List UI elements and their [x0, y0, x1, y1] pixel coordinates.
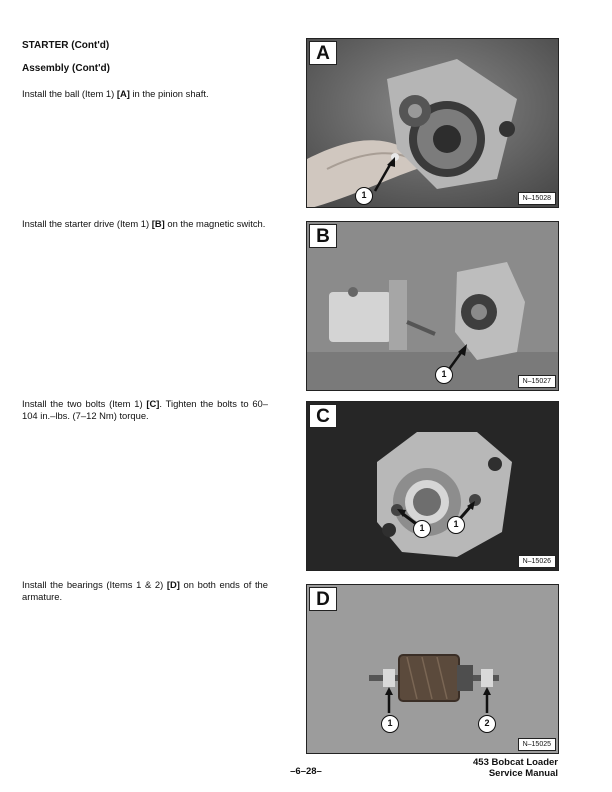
section-title: STARTER (Cont'd): [22, 40, 110, 51]
figure-a-photo: [306, 38, 559, 208]
figure-a-label: A: [309, 41, 337, 65]
step-d-text: Install the bearings (Items 1 & 2) [D] on both ends of the armature.: [22, 579, 268, 602]
figure-d-label: D: [309, 587, 337, 611]
figure-a-callout-1: 1: [355, 187, 373, 205]
figure-c-callout-2: 1: [447, 516, 465, 534]
figure-ref-c: [C]: [146, 398, 160, 409]
starter-housing-ball-image: [307, 39, 559, 208]
figure-d-number: N–15025: [518, 738, 556, 751]
figure-b-photo: [306, 221, 559, 391]
figure-c-label: C: [309, 404, 337, 428]
figure-d-photo: [306, 584, 559, 754]
starter-drive-magnetic-switch-image: [307, 222, 559, 391]
armature-bearings-image: [307, 585, 559, 754]
step-b-text: Install the starter drive (Item 1) [B] on the magnetic switch.: [22, 218, 266, 229]
figure-d-callout-2: 2: [478, 715, 496, 733]
figure-b-number: N–15027: [518, 375, 556, 388]
figure-ref-a: [A]: [116, 88, 130, 99]
figure-ref-d: [D]: [166, 579, 180, 590]
starter-bolts-image: [307, 402, 559, 571]
page-number: –6–28–: [290, 766, 322, 777]
figure-c-photo: [306, 401, 559, 571]
step-a-text: Install the ball (Item 1) [A] in the pinion shaft.: [22, 88, 209, 99]
figure-d-callout-1: 1: [381, 715, 399, 733]
figure-c-number: N–15026: [518, 555, 556, 568]
figure-b-callout-1: 1: [435, 366, 453, 384]
figure-c-callout-1: 1: [413, 520, 431, 538]
step-c-text: Install the two bolts (Item 1) [C]. Tighten the bolts to 60–104 in.–lbs. (7–12 Nm) torque.: [22, 398, 268, 421]
figure-a-number: N–15028: [518, 192, 556, 205]
footer-model-line2: Service Manual: [488, 768, 558, 779]
figure-b-label: B: [309, 224, 337, 248]
footer-model-line1: 453 Bobcat Loader: [473, 757, 558, 768]
figure-ref-b: [B]: [151, 218, 165, 229]
subsection-title: Assembly (Cont'd): [22, 63, 110, 74]
